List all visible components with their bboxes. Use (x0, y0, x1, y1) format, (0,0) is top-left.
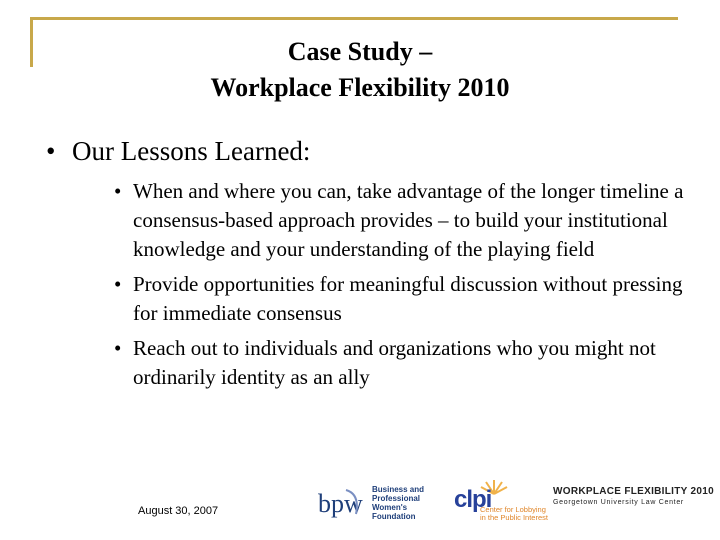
frame-left-rule (30, 17, 33, 67)
footer-date: August 30, 2007 (138, 505, 219, 517)
bullet-icon: • (114, 179, 122, 203)
slide-title (60, 34, 660, 106)
clpi-line-1: Center for Lobbying (480, 505, 546, 514)
wf-logo-subtitle: Georgetown University Law Center (553, 499, 684, 506)
clpi-wordmark: clpi (454, 486, 492, 513)
title-line-2: Workplace Flexibility 2010 (210, 73, 510, 102)
bpw-line-3: Women's (372, 503, 408, 512)
main-bullet (46, 134, 310, 168)
bpw-foundation-logo (316, 483, 436, 523)
workplace-flexibility-logo (553, 486, 713, 510)
sub-bullet-item (114, 177, 684, 264)
bullet-icon: • (114, 272, 122, 296)
sub-bullet-item (114, 270, 684, 328)
bullet-icon: • (46, 136, 56, 166)
clpi-line-2: in the Public Interest (480, 513, 548, 522)
bpw-line-2: Professional (372, 494, 421, 503)
title-line-1: Case Study – (287, 37, 433, 66)
bpw-logo-text (372, 485, 424, 521)
main-bullet-text: Our Lessons Learned: (72, 136, 311, 166)
clpi-tagline (480, 506, 548, 522)
sub-bullet-text: Reach out to individuals and organizations who you might not ordinarily identity as an ally (133, 336, 656, 389)
frame-top-rule (30, 17, 678, 20)
sub-bullet-text: Provide opportunities for meaningful discussion without pressing for immediate consensus (133, 272, 683, 325)
sub-bullet-item (114, 334, 684, 392)
bpw-mark-icon (316, 484, 368, 522)
sub-bullet-list (114, 177, 684, 398)
clpi-logo (454, 476, 554, 524)
wf-logo-title: WORKPLACE FLEXIBILITY 2010 (553, 486, 714, 497)
sub-bullet-text: When and where you can, take advantage of the longer timeline a consensus-based approach provides – to build your institutional knowledge and your understanding of the playing field (133, 179, 684, 261)
bpw-mark-letters: bpw (318, 489, 363, 518)
bpw-line-1: Business and (372, 485, 425, 494)
bullet-icon: • (114, 336, 122, 360)
bpw-line-4: Foundation (372, 512, 416, 521)
